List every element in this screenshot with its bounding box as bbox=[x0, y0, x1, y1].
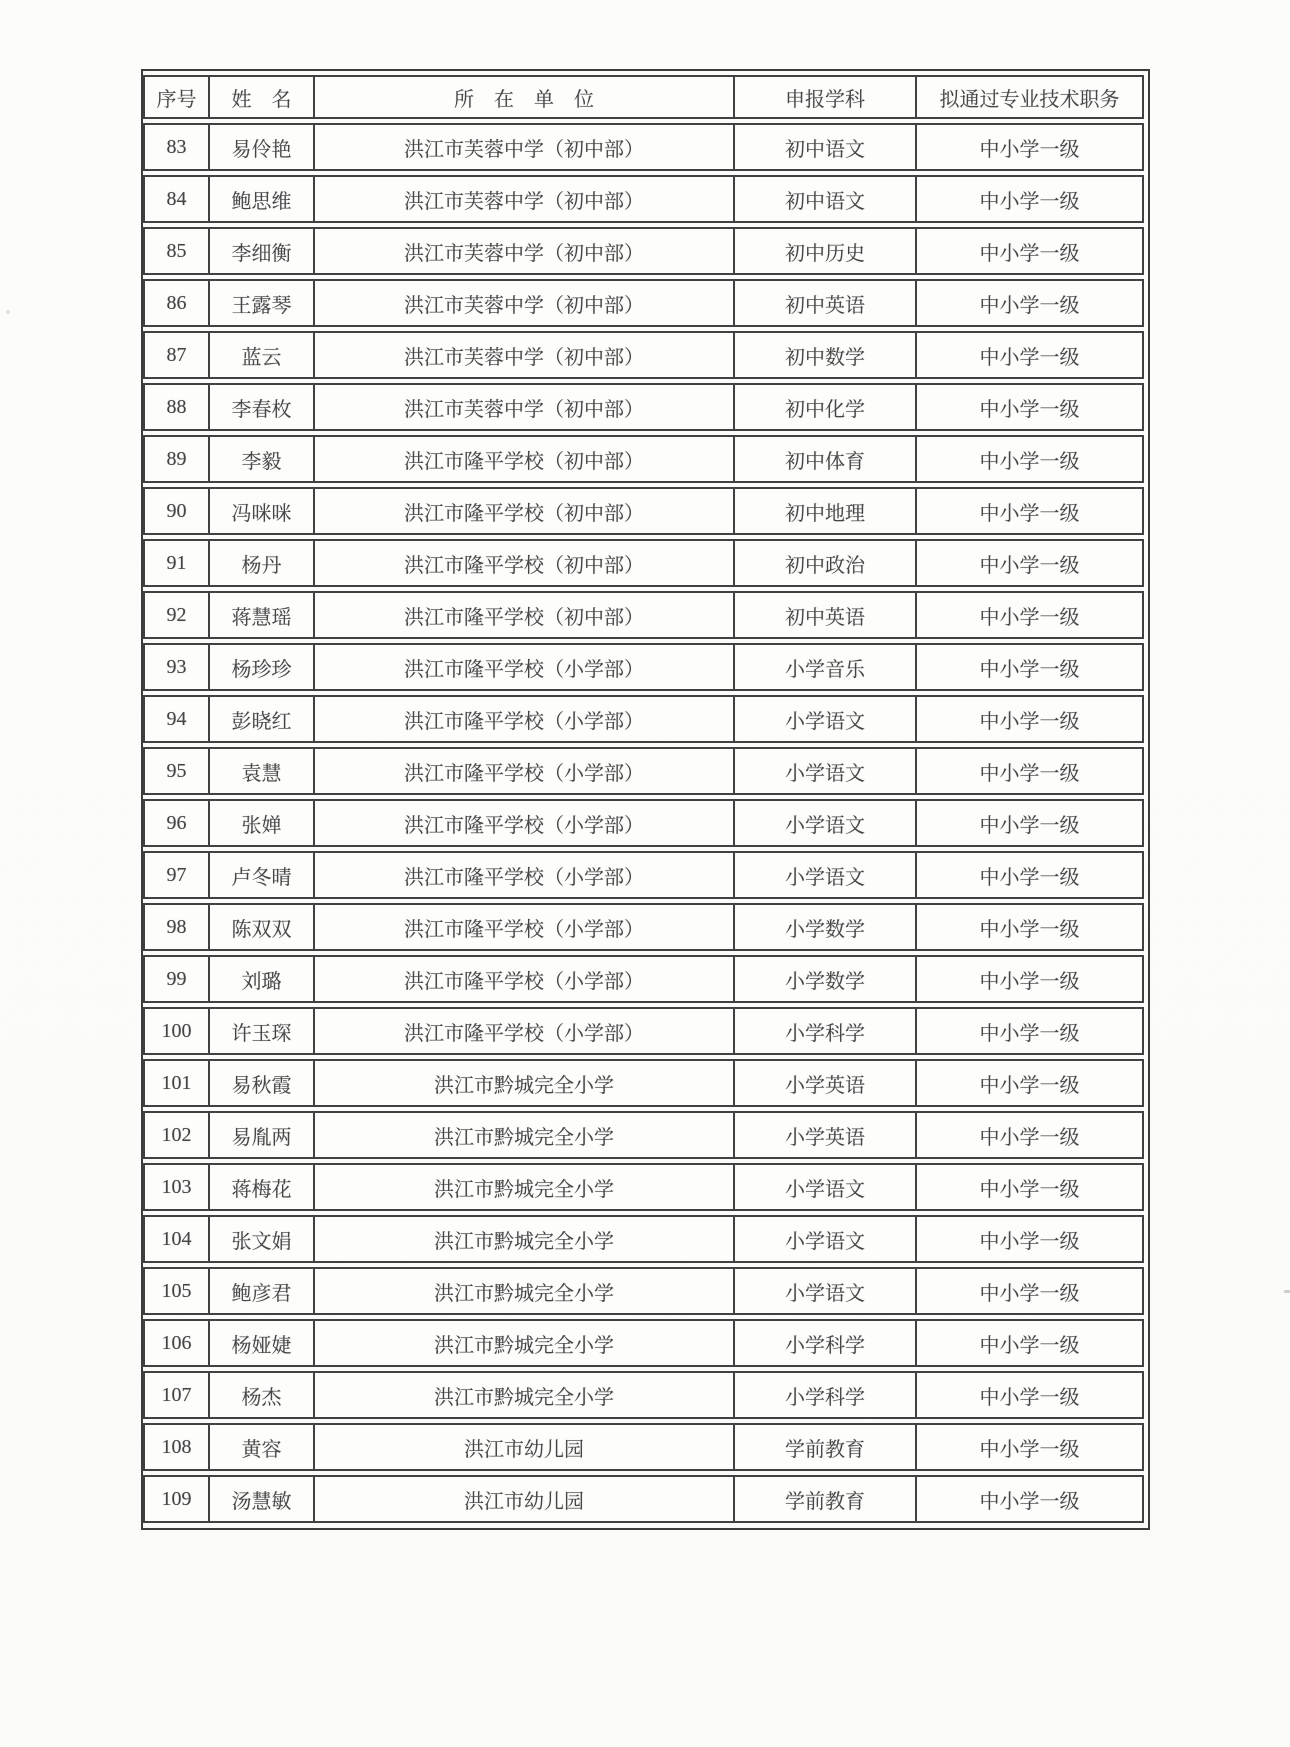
unit-cell: 洪江市隆平学校（小学部） bbox=[315, 955, 735, 1003]
unit-cell: 洪江市隆平学校（小学部） bbox=[315, 903, 735, 951]
unit-cell: 洪江市黔城完全小学 bbox=[315, 1215, 735, 1263]
title-cell: 中小学一级 bbox=[917, 1371, 1144, 1419]
column-header-title: 拟通过专业技术职务 bbox=[917, 75, 1144, 119]
column-header-unit: 所 在 单 位 bbox=[315, 75, 735, 119]
subject-cell: 小学英语 bbox=[735, 1111, 917, 1159]
subject-cell: 初中历史 bbox=[735, 227, 917, 275]
subject-cell: 初中化学 bbox=[735, 383, 917, 431]
table-row bbox=[143, 643, 1144, 691]
unit-cell: 洪江市隆平学校（小学部） bbox=[315, 695, 735, 743]
column-header-name: 姓 名 bbox=[210, 75, 315, 119]
name-cell: 易秋霞 bbox=[210, 1059, 315, 1107]
unit-cell: 洪江市隆平学校（初中部） bbox=[315, 487, 735, 535]
subject-cell: 初中英语 bbox=[735, 279, 917, 327]
title-cell: 中小学一级 bbox=[917, 851, 1144, 899]
unit-cell: 洪江市隆平学校（初中部） bbox=[315, 591, 735, 639]
index-cell: 106 bbox=[143, 1319, 210, 1367]
subject-cell: 小学语文 bbox=[735, 747, 917, 795]
name-cell: 易伶艳 bbox=[210, 123, 315, 171]
subject-cell: 初中体育 bbox=[735, 435, 917, 483]
title-cell: 中小学一级 bbox=[917, 1007, 1144, 1055]
subject-cell: 小学语文 bbox=[735, 1215, 917, 1263]
name-cell: 杨杰 bbox=[210, 1371, 315, 1419]
title-cell: 中小学一级 bbox=[917, 331, 1144, 379]
unit-cell: 洪江市芙蓉中学（初中部） bbox=[315, 175, 735, 223]
table-row bbox=[143, 1007, 1144, 1055]
unit-cell: 洪江市隆平学校（初中部） bbox=[315, 539, 735, 587]
unit-cell: 洪江市芙蓉中学（初中部） bbox=[315, 279, 735, 327]
index-cell: 92 bbox=[143, 591, 210, 639]
name-cell: 王露琴 bbox=[210, 279, 315, 327]
title-cell: 中小学一级 bbox=[917, 435, 1144, 483]
subject-cell: 小学科学 bbox=[735, 1319, 917, 1367]
index-cell: 94 bbox=[143, 695, 210, 743]
table-row bbox=[143, 487, 1144, 535]
index-cell: 97 bbox=[143, 851, 210, 899]
title-cell: 中小学一级 bbox=[917, 227, 1144, 275]
title-cell: 中小学一级 bbox=[917, 747, 1144, 795]
subject-cell: 小学语文 bbox=[735, 851, 917, 899]
title-cell: 中小学一级 bbox=[917, 539, 1144, 587]
subject-cell: 学前教育 bbox=[735, 1423, 917, 1471]
table-body bbox=[143, 123, 1144, 1523]
title-cell: 中小学一级 bbox=[917, 1111, 1144, 1159]
table-row bbox=[143, 175, 1144, 223]
table-row bbox=[143, 695, 1144, 743]
name-cell: 彭晓红 bbox=[210, 695, 315, 743]
unit-cell: 洪江市隆平学校（小学部） bbox=[315, 1007, 735, 1055]
index-cell: 87 bbox=[143, 331, 210, 379]
teacher-roster-table bbox=[143, 71, 1144, 1527]
teacher-roster-table-frame bbox=[141, 69, 1150, 1530]
name-cell: 李细衡 bbox=[210, 227, 315, 275]
table-row bbox=[143, 1059, 1144, 1107]
table-row bbox=[143, 955, 1144, 1003]
table-row bbox=[143, 383, 1144, 431]
index-cell: 100 bbox=[143, 1007, 210, 1055]
name-cell: 蓝云 bbox=[210, 331, 315, 379]
name-cell: 鲍彦君 bbox=[210, 1267, 315, 1315]
subject-cell: 小学英语 bbox=[735, 1059, 917, 1107]
subject-cell: 小学科学 bbox=[735, 1371, 917, 1419]
index-cell: 105 bbox=[143, 1267, 210, 1315]
name-cell: 刘璐 bbox=[210, 955, 315, 1003]
title-cell: 中小学一级 bbox=[917, 123, 1144, 171]
table-row bbox=[143, 1371, 1144, 1419]
unit-cell: 洪江市隆平学校（小学部） bbox=[315, 799, 735, 847]
index-cell: 101 bbox=[143, 1059, 210, 1107]
unit-cell: 洪江市黔城完全小学 bbox=[315, 1319, 735, 1367]
table-row bbox=[143, 1111, 1144, 1159]
subject-cell: 小学语文 bbox=[735, 695, 917, 743]
index-cell: 93 bbox=[143, 643, 210, 691]
unit-cell: 洪江市黔城完全小学 bbox=[315, 1111, 735, 1159]
subject-cell: 初中政治 bbox=[735, 539, 917, 587]
index-cell: 90 bbox=[143, 487, 210, 535]
name-cell: 黄容 bbox=[210, 1423, 315, 1471]
unit-cell: 洪江市芙蓉中学（初中部） bbox=[315, 331, 735, 379]
name-cell: 陈双双 bbox=[210, 903, 315, 951]
table-row bbox=[143, 747, 1144, 795]
name-cell: 鲍思维 bbox=[210, 175, 315, 223]
index-cell: 86 bbox=[143, 279, 210, 327]
table-row bbox=[143, 1163, 1144, 1211]
title-cell: 中小学一级 bbox=[917, 175, 1144, 223]
title-cell: 中小学一级 bbox=[917, 1215, 1144, 1263]
column-header-subject: 申报学科 bbox=[735, 75, 917, 119]
subject-cell: 初中英语 bbox=[735, 591, 917, 639]
table-row bbox=[143, 1475, 1144, 1523]
title-cell: 中小学一级 bbox=[917, 1319, 1144, 1367]
name-cell: 李毅 bbox=[210, 435, 315, 483]
name-cell: 张文娟 bbox=[210, 1215, 315, 1263]
scan-speck bbox=[1284, 1290, 1290, 1293]
table-row bbox=[143, 539, 1144, 587]
index-cell: 95 bbox=[143, 747, 210, 795]
table-row bbox=[143, 279, 1144, 327]
table-header-row bbox=[143, 75, 1144, 119]
subject-cell: 初中语文 bbox=[735, 123, 917, 171]
index-cell: 91 bbox=[143, 539, 210, 587]
title-cell: 中小学一级 bbox=[917, 1059, 1144, 1107]
title-cell: 中小学一级 bbox=[917, 955, 1144, 1003]
title-cell: 中小学一级 bbox=[917, 279, 1144, 327]
index-cell: 99 bbox=[143, 955, 210, 1003]
subject-cell: 初中地理 bbox=[735, 487, 917, 535]
title-cell: 中小学一级 bbox=[917, 383, 1144, 431]
index-cell: 103 bbox=[143, 1163, 210, 1211]
unit-cell: 洪江市隆平学校（小学部） bbox=[315, 851, 735, 899]
subject-cell: 小学科学 bbox=[735, 1007, 917, 1055]
name-cell: 李春枚 bbox=[210, 383, 315, 431]
title-cell: 中小学一级 bbox=[917, 1267, 1144, 1315]
title-cell: 中小学一级 bbox=[917, 487, 1144, 535]
name-cell: 蒋慧瑶 bbox=[210, 591, 315, 639]
scan-speck bbox=[6, 310, 10, 314]
title-cell: 中小学一级 bbox=[917, 799, 1144, 847]
title-cell: 中小学一级 bbox=[917, 695, 1144, 743]
unit-cell: 洪江市黔城完全小学 bbox=[315, 1267, 735, 1315]
title-cell: 中小学一级 bbox=[917, 1475, 1144, 1523]
name-cell: 卢冬晴 bbox=[210, 851, 315, 899]
unit-cell: 洪江市幼儿园 bbox=[315, 1423, 735, 1471]
subject-cell: 小学数学 bbox=[735, 955, 917, 1003]
index-cell: 89 bbox=[143, 435, 210, 483]
table-row bbox=[143, 1319, 1144, 1367]
name-cell: 冯咪咪 bbox=[210, 487, 315, 535]
subject-cell: 小学语文 bbox=[735, 799, 917, 847]
subject-cell: 小学音乐 bbox=[735, 643, 917, 691]
table-row bbox=[143, 331, 1144, 379]
name-cell: 杨丹 bbox=[210, 539, 315, 587]
name-cell: 杨娅婕 bbox=[210, 1319, 315, 1367]
index-cell: 96 bbox=[143, 799, 210, 847]
table-row bbox=[143, 227, 1144, 275]
index-cell: 102 bbox=[143, 1111, 210, 1159]
index-cell: 109 bbox=[143, 1475, 210, 1523]
unit-cell: 洪江市隆平学校（小学部） bbox=[315, 643, 735, 691]
table-row bbox=[143, 591, 1144, 639]
unit-cell: 洪江市黔城完全小学 bbox=[315, 1059, 735, 1107]
header-row bbox=[143, 75, 1144, 119]
title-cell: 中小学一级 bbox=[917, 591, 1144, 639]
table-row bbox=[143, 1267, 1144, 1315]
table-row bbox=[143, 799, 1144, 847]
unit-cell: 洪江市黔城完全小学 bbox=[315, 1163, 735, 1211]
unit-cell: 洪江市幼儿园 bbox=[315, 1475, 735, 1523]
title-cell: 中小学一级 bbox=[917, 903, 1144, 951]
table-row bbox=[143, 435, 1144, 483]
unit-cell: 洪江市芙蓉中学（初中部） bbox=[315, 123, 735, 171]
unit-cell: 洪江市芙蓉中学（初中部） bbox=[315, 227, 735, 275]
subject-cell: 小学语文 bbox=[735, 1267, 917, 1315]
index-cell: 107 bbox=[143, 1371, 210, 1419]
name-cell: 蒋梅花 bbox=[210, 1163, 315, 1211]
index-cell: 83 bbox=[143, 123, 210, 171]
table-row bbox=[143, 123, 1144, 171]
subject-cell: 初中语文 bbox=[735, 175, 917, 223]
table-row bbox=[143, 1215, 1144, 1263]
subject-cell: 初中数学 bbox=[735, 331, 917, 379]
index-cell: 88 bbox=[143, 383, 210, 431]
name-cell: 袁慧 bbox=[210, 747, 315, 795]
index-cell: 98 bbox=[143, 903, 210, 951]
name-cell: 汤慧敏 bbox=[210, 1475, 315, 1523]
title-cell: 中小学一级 bbox=[917, 1423, 1144, 1471]
column-header-index: 序号 bbox=[143, 75, 210, 119]
name-cell: 张婵 bbox=[210, 799, 315, 847]
name-cell: 杨珍珍 bbox=[210, 643, 315, 691]
index-cell: 104 bbox=[143, 1215, 210, 1263]
unit-cell: 洪江市隆平学校（初中部） bbox=[315, 435, 735, 483]
table-row bbox=[143, 851, 1144, 899]
unit-cell: 洪江市黔城完全小学 bbox=[315, 1371, 735, 1419]
subject-cell: 小学语文 bbox=[735, 1163, 917, 1211]
index-cell: 85 bbox=[143, 227, 210, 275]
subject-cell: 学前教育 bbox=[735, 1475, 917, 1523]
title-cell: 中小学一级 bbox=[917, 1163, 1144, 1211]
subject-cell: 小学数学 bbox=[735, 903, 917, 951]
unit-cell: 洪江市芙蓉中学（初中部） bbox=[315, 383, 735, 431]
table-row bbox=[143, 1423, 1144, 1471]
name-cell: 许玉琛 bbox=[210, 1007, 315, 1055]
table-row bbox=[143, 903, 1144, 951]
name-cell: 易胤两 bbox=[210, 1111, 315, 1159]
index-cell: 108 bbox=[143, 1423, 210, 1471]
index-cell: 84 bbox=[143, 175, 210, 223]
title-cell: 中小学一级 bbox=[917, 643, 1144, 691]
unit-cell: 洪江市隆平学校（小学部） bbox=[315, 747, 735, 795]
